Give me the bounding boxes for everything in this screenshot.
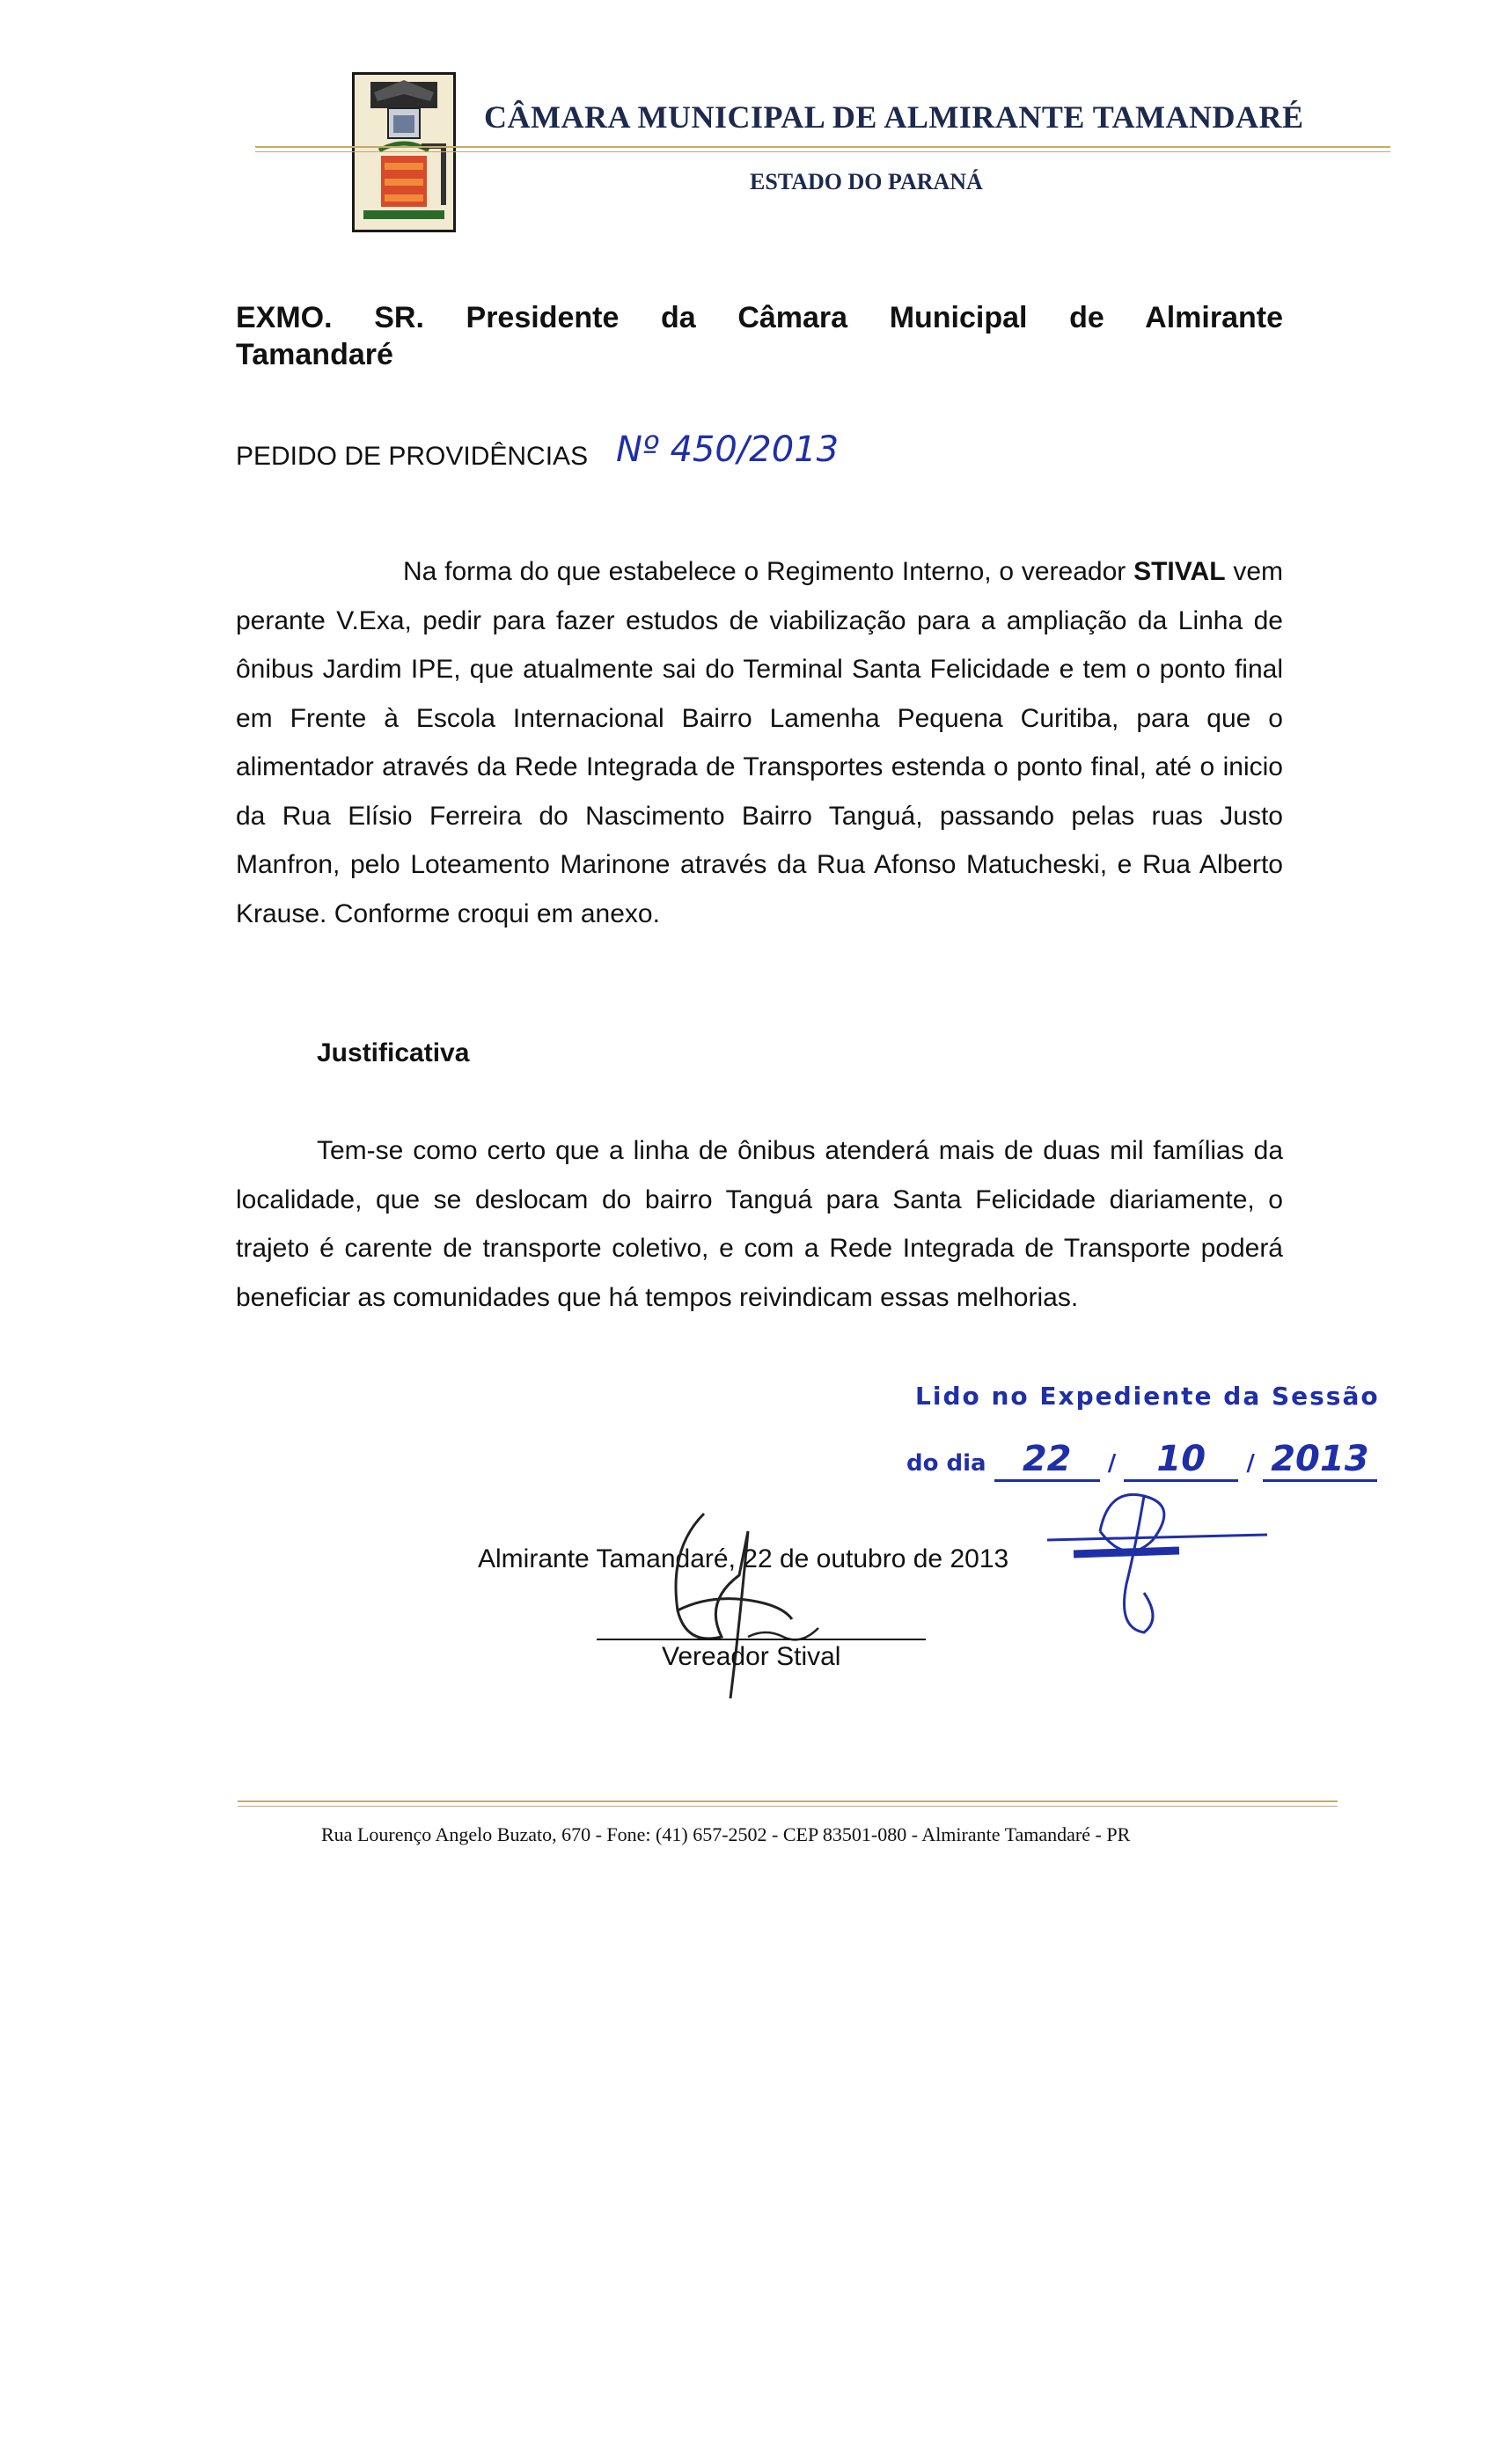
paragraph-rest: vem perante V.Exa, pedir para fazer estudos de viabilização para a ampliação da Linha de ônibus Jardim IPE, que atualmente sai do Terminal Santa Felicidade e tem o ponto final em Frente à Escola Internacional Bairro Lamenha Pequena Curitiba, para que o alimentador através da Rede Integrada de Transportes estenda o ponto final, até o inicio da Rua Elísio Ferreira do Nascimento Bairro Tanguá, passando pelas ruas Justo Manfron, pelo Loteamento Marinone através da Rua Afonso Matucheski, e Rua Alberto Krause. Conforme croqui em anexo. bbox=[236, 557, 1283, 928]
stamp-month-value: 10 bbox=[1124, 1439, 1238, 1482]
request-label: PEDIDO DE PROVIDÊNCIAS bbox=[236, 442, 589, 471]
councilor-signature bbox=[651, 1496, 880, 1707]
addressee-line-2: Tamandaré bbox=[236, 338, 393, 371]
institution-state: ESTADO DO PARANÁ bbox=[750, 169, 983, 194]
request-number-handwritten: Nº 450/2013 bbox=[616, 429, 840, 470]
place-and-date: Almirante Tamandaré, 22 de outubro de 2013 bbox=[478, 1544, 1009, 1573]
councilor-name: STIVAL bbox=[1133, 557, 1226, 586]
institution-title: CÂMARA MUNICIPAL DE ALMIRANTE TAMANDARÉ bbox=[484, 99, 1304, 135]
footer-address: Rua Lourenço Angelo Buzato, 670 - Fone: (41) 657-2502 - CEP 83501-080 - Almirante Tamandaré - PR bbox=[321, 1823, 1131, 1845]
municipal-coat-of-arms bbox=[352, 72, 456, 232]
reading-stamp-date: do dia 22 / 10 / 2013 bbox=[906, 1439, 1377, 1482]
signature-line bbox=[597, 1639, 926, 1640]
justification-heading: Justificativa bbox=[317, 1038, 470, 1067]
signer-name: Vereador Stival bbox=[662, 1642, 841, 1671]
justification-paragraph bbox=[236, 1126, 1283, 1322]
header-rule bbox=[255, 146, 1390, 152]
request-paragraph bbox=[236, 547, 1283, 938]
reading-stamp-line: Lido no Expediente da Sessão bbox=[915, 1382, 1380, 1411]
stamp-day-value: 22 bbox=[994, 1439, 1100, 1482]
addressee-line: EXMO. SR. Presidente da Câmara Municipal de Almirante bbox=[236, 301, 1283, 334]
stamp-year-value: 2013 bbox=[1263, 1439, 1377, 1482]
justification-text: Tem-se como certo que a linha de ônibus atenderá mais de duas mil famílias da localidade, que se deslocam do bairro Tanguá para Santa Felicidade diariamente, o trajeto é carente de transporte coletivo, e com a Rede Integrada de Transporte poderá beneficiar as comunidades que há tempos reivindicam essas melhorias. bbox=[236, 1136, 1283, 1312]
footer-rule bbox=[238, 1800, 1338, 1807]
stamp-day-prefix: do dia bbox=[906, 1450, 986, 1477]
received-signature bbox=[1047, 1478, 1276, 1654]
paragraph-intro: Na forma do que estabelece o Regimento Interno, o vereador bbox=[403, 557, 1134, 586]
